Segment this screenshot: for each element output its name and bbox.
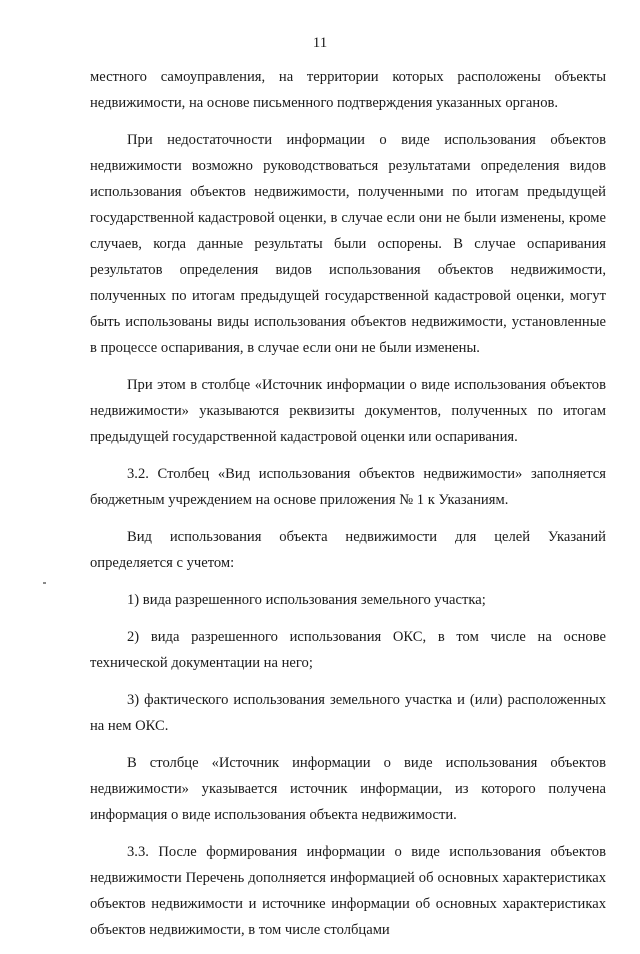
document-body [90, 64, 606, 954]
paragraph-3: При этом в столбце «Источник информации о виде использования объектов недвижимости» указываются реквизиты документов, полученных по итогам предыдущей государственной кадастровой оценки или оспаривания. [90, 377, 606, 445]
paragraph-2: При недостаточности информации о виде использования объектов недвижимости возможно руководствоваться результатами определения видов использования объектов недвижимости, полученными по итогам предыдущей государственной кадастровой оценки, в случае если они не были изменены, кроме случаев, когда данные результаты были оспорены. В случае оспаривания результатов определения видов использования объектов недвижимости, полученных по итогам предыдущей государственной кадастровой оценки, могут быть использованы виды использования объектов недвижимости, установленные в процессе оспаривания, в случае если они не были изменены. [90, 132, 606, 356]
paragraph-9: В столбце «Источник информации о виде использования объектов недвижимости» указывается источник информации, из которого получена информация о виде использования объекта недвижимости. [90, 755, 606, 823]
list-item-3: 3) фактического использования земельного участка и (или) расположенных на нем ОКС. [90, 692, 606, 734]
list-item-1: 1) вида разрешенного использования земельного участка; [127, 592, 486, 608]
paragraph-1: местного самоуправления, на территории которых расположены объекты недвижимости, на основе письменного подтверждения указанных органов. [90, 69, 606, 111]
page-number: 11 [312, 35, 328, 51]
paragraph-3-2: 3.2. Столбец «Вид использования объектов недвижимости» заполняется бюджетным учреждением на основе приложения № 1 к Указаниям. [90, 466, 606, 508]
paragraph-3-3: 3.3. После формирования информации о виде использования объектов недвижимости Перечень дополняется информацией об основных характеристиках объектов недвижимости и источнике информации об основных характеристиках объектов недвижимости, в том числе столбцами [90, 844, 606, 938]
paragraph-5: Вид использования объекта недвижимости для целей Указаний определяется с учетом: [90, 529, 606, 571]
scan-mark [43, 582, 46, 584]
list-item-2: 2) вида разрешенного использования ОКС, в том числе на основе технической документации на него; [90, 629, 606, 671]
